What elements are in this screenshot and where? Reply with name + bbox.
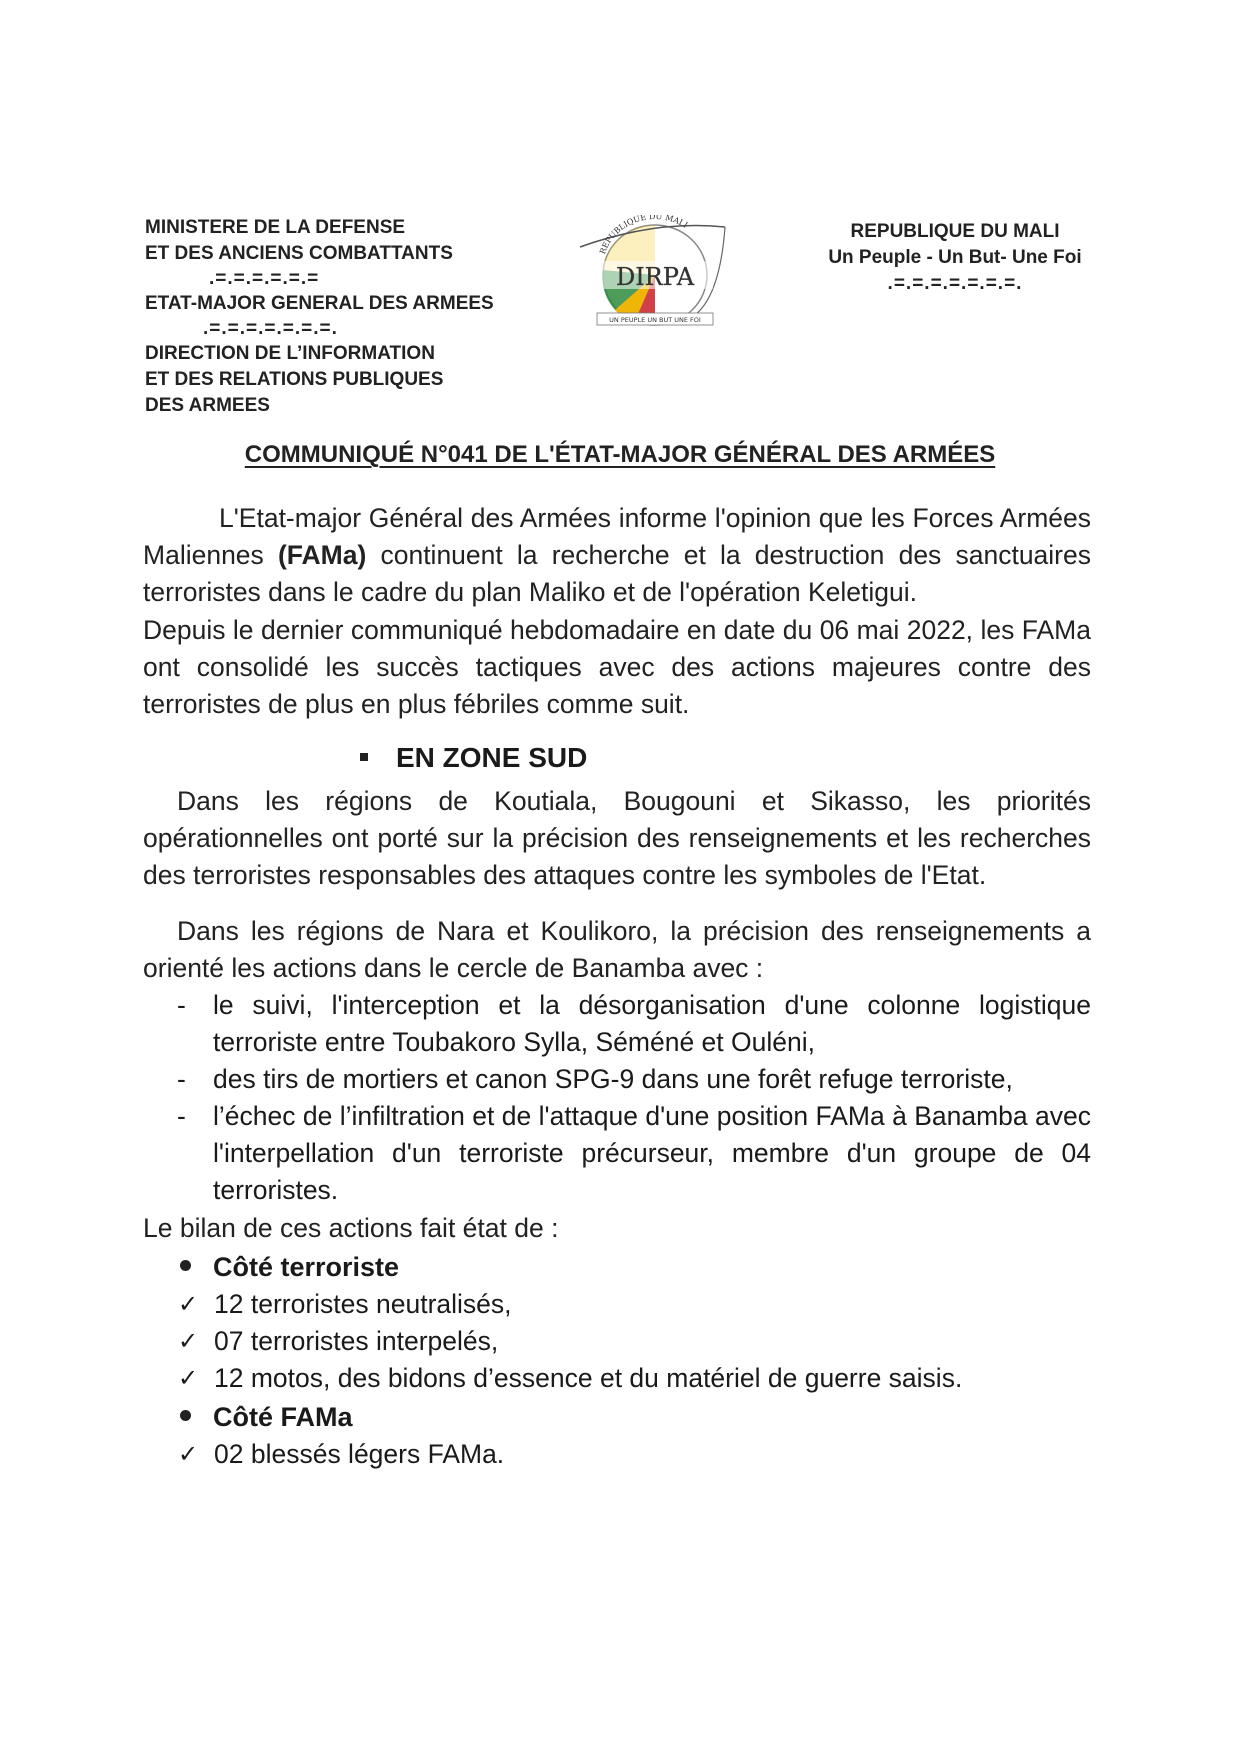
list-item: ✓ 12 terroristes neutralisés, — [178, 1286, 962, 1323]
ministry-header — [145, 215, 545, 419]
checkmark-icon: ✓ — [178, 1440, 199, 1468]
dirpa-seal-logo — [575, 215, 735, 335]
header-separator: .=.=.=.=.=.= — [209, 268, 320, 289]
seal-top-text: REPUBLIQUE DU MALI — [598, 215, 690, 256]
dash-bullet-icon: - — [177, 990, 186, 1020]
ministry-line-4: DIRECTION DE L’INFORMATION — [145, 343, 435, 364]
header-separator: .=.=.=.=.=.=.=. — [887, 273, 1023, 294]
list-item: ✓ 02 blessés légers FAMa. — [178, 1436, 504, 1473]
checkmark-icon: ✓ — [178, 1290, 199, 1318]
fama-abbrev: (FAMa) — [277, 540, 367, 570]
dash-bullet-icon: - — [177, 1064, 186, 1094]
seal-bottom-text: UN PEUPLE UN BUT UNE FOI — [609, 316, 701, 324]
ministry-line-2: ET DES ANCIENS COMBATTANTS — [145, 243, 453, 264]
list-item: - le suivi, l'interception et la désorganisation d'une colonne logistique terroriste entre Toubakoro Sylla, Séméné et Ouléni, — [143, 987, 1091, 1061]
intro-paragraph: L'Etat-major Général des Armées informe l'opinion que les Forces Armées Maliennes (FAMa) continuent la recherche et la destruction des sanctuaires terroristes dans le cadre du plan Maliko et de l'opération Keletigui. — [143, 503, 1091, 607]
list-item: ✓ 12 motos, des bidons d’essence et du matériel de guerre saisis. — [178, 1360, 962, 1397]
header-separator: .=.=.=.=.=.=.=. — [203, 318, 338, 339]
round-bullet-icon — [180, 1410, 191, 1421]
checkmark-icon: ✓ — [178, 1364, 199, 1392]
republic-header — [820, 219, 1090, 297]
list-item: ✓ 07 terroristes interpelés, — [178, 1323, 962, 1360]
list-item: - des tirs de mortiers et canon SPG-9 dans une forêt refuge terroriste, — [143, 1061, 1091, 1098]
seal-graphic — [575, 215, 735, 335]
ministry-line-3: ETAT-MAJOR GENERAL DES ARMEES — [145, 293, 494, 314]
fama-results-list — [178, 1436, 504, 1473]
seal-center-text: DIRPA — [615, 263, 695, 291]
zone-sud-heading: EN ZONE SUD — [360, 742, 587, 774]
ministry-line-1: MINISTERE DE LA DEFENSE — [145, 217, 406, 238]
actions-list — [143, 987, 1091, 1209]
ministry-line-6: DES ARMEES — [145, 395, 270, 416]
republic-motto: Un Peuple - Un But- Une Foi — [828, 247, 1082, 268]
bilan-intro: Le bilan de ces actions fait état de : — [143, 1213, 559, 1243]
ministry-line-5: ET DES RELATIONS PUBLIQUES — [145, 369, 444, 390]
square-bullet-icon — [360, 753, 368, 761]
since-paragraph: Depuis le dernier communiqué hebdomadaire en date du 06 mai 2022, les FAMa ont consolidé les succès tactiques avec des actions majeures contre des terroristes de plus en plus fébriles comme suit. — [143, 615, 1091, 719]
dash-bullet-icon: - — [177, 1101, 186, 1131]
cote-terroriste-heading: Côté terroriste — [180, 1249, 399, 1286]
cote-fama-heading: Côté FAMa — [180, 1399, 353, 1436]
round-bullet-icon — [180, 1260, 191, 1271]
south-regions-paragraph: Dans les régions de Koutiala, Bougouni et Sikasso, les priorités opérationnelles ont porté sur la précision des renseignements et les recherches des terroristes responsables des attaques contre les symboles de l'Etat. — [143, 786, 1091, 890]
republic-name: REPUBLIQUE DU MALI — [850, 221, 1060, 242]
terroriste-results-list — [178, 1286, 962, 1397]
list-item: - l’échec de l’infiltration et de l'attaque d'une position FAMa à Banamba avec l'interpellation d'un terroriste précurseur, membre d'un groupe de 04 terroristes. — [143, 1098, 1091, 1209]
communique-title: COMMUNIQUÉ N°041 DE L'ÉTAT-MAJOR GÉNÉRAL DES ARMÉES — [244, 441, 996, 468]
checkmark-icon: ✓ — [178, 1327, 199, 1355]
nara-koulikoro-paragraph: Dans les régions de Nara et Koulikoro, la précision des renseignements a orienté les actions dans le cercle de Banamba avec : — [143, 916, 1091, 983]
